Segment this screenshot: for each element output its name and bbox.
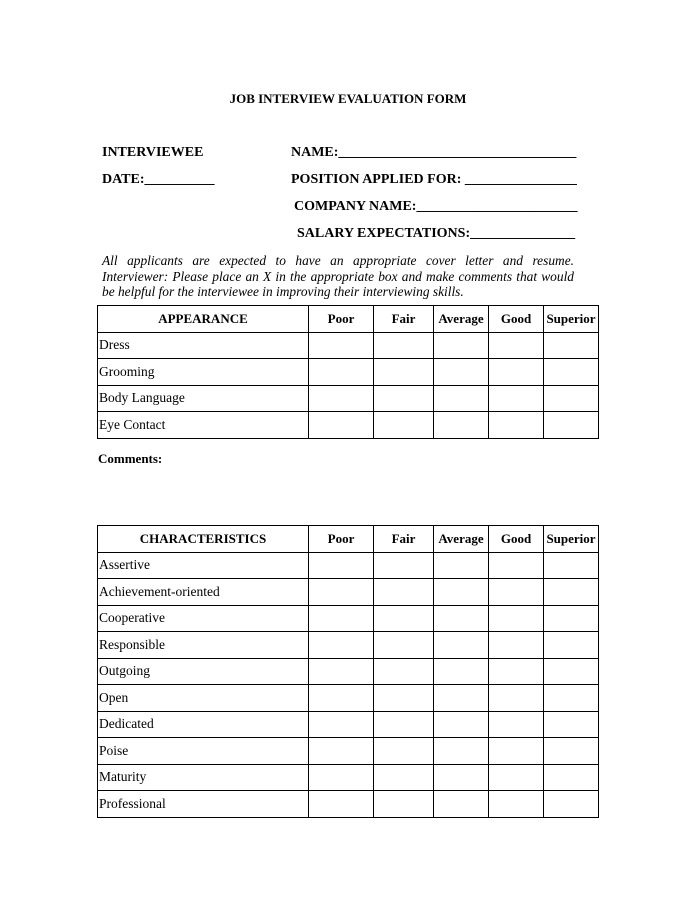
- table-row: [98, 412, 599, 439]
- rating-checkbox-cell[interactable]: [434, 738, 489, 765]
- rating-checkbox-cell[interactable]: [434, 385, 489, 412]
- instructions-text: All applicants are expected to have an appropriate cover letter and resume. Interviewer: Please place an X in the appropriate box and make comments that would be helpful for the interviewee in improving their interviewing skills.: [102, 253, 574, 300]
- rating-checkbox-cell[interactable]: [544, 552, 599, 579]
- name-field[interactable]: NAME:__________________________________: [291, 145, 577, 160]
- rating-checkbox-cell[interactable]: [374, 685, 434, 712]
- rating-column-header: Average: [434, 526, 489, 553]
- rating-column-header: Average: [434, 306, 489, 333]
- criterion-label: Body Language: [98, 385, 309, 412]
- rating-checkbox-cell[interactable]: [309, 385, 374, 412]
- rating-checkbox-cell[interactable]: [374, 412, 434, 439]
- table-row: [98, 711, 599, 738]
- rating-checkbox-cell[interactable]: [544, 632, 599, 659]
- rating-checkbox-cell[interactable]: [544, 385, 599, 412]
- criterion-label: Achievement-oriented: [98, 579, 309, 606]
- rating-checkbox-cell[interactable]: [374, 605, 434, 632]
- rating-checkbox-cell[interactable]: [544, 791, 599, 818]
- rating-checkbox-cell[interactable]: [374, 579, 434, 606]
- rating-column-header: Superior: [544, 526, 599, 553]
- rating-checkbox-cell[interactable]: [309, 711, 374, 738]
- rating-checkbox-cell[interactable]: [309, 632, 374, 659]
- rating-checkbox-cell[interactable]: [434, 579, 489, 606]
- rating-checkbox-cell[interactable]: [309, 791, 374, 818]
- table-row: [98, 552, 599, 579]
- rating-checkbox-cell[interactable]: [544, 711, 599, 738]
- table-row: [98, 579, 599, 606]
- rating-checkbox-cell[interactable]: [489, 385, 544, 412]
- criterion-label: Professional: [98, 791, 309, 818]
- rating-checkbox-cell[interactable]: [434, 332, 489, 359]
- rating-checkbox-cell[interactable]: [309, 412, 374, 439]
- rating-checkbox-cell[interactable]: [489, 791, 544, 818]
- rating-column-header: Good: [489, 526, 544, 553]
- rating-checkbox-cell[interactable]: [309, 552, 374, 579]
- rating-checkbox-cell[interactable]: [374, 332, 434, 359]
- criterion-label: Open: [98, 685, 309, 712]
- rating-checkbox-cell[interactable]: [374, 385, 434, 412]
- rating-column-header: Fair: [374, 526, 434, 553]
- table-row: [98, 359, 599, 386]
- appearance-table: [97, 305, 599, 439]
- rating-checkbox-cell[interactable]: [434, 764, 489, 791]
- table-row: [98, 332, 599, 359]
- rating-column-header: Poor: [309, 526, 374, 553]
- rating-checkbox-cell[interactable]: [544, 738, 599, 765]
- appearance-header-row: [98, 306, 599, 333]
- table-row: [98, 605, 599, 632]
- rating-checkbox-cell[interactable]: [374, 658, 434, 685]
- rating-checkbox-cell[interactable]: [374, 552, 434, 579]
- rating-checkbox-cell[interactable]: [434, 632, 489, 659]
- rating-checkbox-cell[interactable]: [489, 359, 544, 386]
- rating-column-header: Superior: [544, 306, 599, 333]
- table-row: [98, 764, 599, 791]
- rating-checkbox-cell[interactable]: [374, 632, 434, 659]
- form-title: JOB INTERVIEW EVALUATION FORM: [229, 91, 467, 106]
- rating-column-header: Poor: [309, 306, 374, 333]
- table-row: [98, 632, 599, 659]
- table-row: [98, 385, 599, 412]
- comments-label: Comments:: [98, 451, 163, 466]
- rating-checkbox-cell[interactable]: [489, 605, 544, 632]
- criterion-label: Poise: [98, 738, 309, 765]
- rating-checkbox-cell[interactable]: [434, 711, 489, 738]
- table-row: [98, 685, 599, 712]
- rating-checkbox-cell[interactable]: [489, 412, 544, 439]
- characteristics-header: CHARACTERISTICS: [98, 526, 309, 553]
- criterion-label: Grooming: [98, 359, 309, 386]
- rating-checkbox-cell[interactable]: [309, 685, 374, 712]
- criterion-label: Outgoing: [98, 658, 309, 685]
- position-field[interactable]: POSITION APPLIED FOR: ________________: [291, 172, 577, 187]
- characteristics-table: [97, 525, 599, 818]
- rating-checkbox-cell[interactable]: [489, 764, 544, 791]
- rating-checkbox-cell[interactable]: [434, 791, 489, 818]
- rating-checkbox-cell[interactable]: [434, 605, 489, 632]
- rating-checkbox-cell[interactable]: [489, 552, 544, 579]
- rating-checkbox-cell[interactable]: [489, 579, 544, 606]
- rating-checkbox-cell[interactable]: [434, 359, 489, 386]
- rating-checkbox-cell[interactable]: [309, 332, 374, 359]
- rating-checkbox-cell[interactable]: [489, 632, 544, 659]
- rating-checkbox-cell[interactable]: [544, 605, 599, 632]
- rating-checkbox-cell[interactable]: [374, 359, 434, 386]
- rating-checkbox-cell[interactable]: [434, 685, 489, 712]
- rating-checkbox-cell[interactable]: [544, 359, 599, 386]
- rating-checkbox-cell[interactable]: [544, 332, 599, 359]
- rating-checkbox-cell[interactable]: [309, 658, 374, 685]
- rating-checkbox-cell[interactable]: [544, 658, 599, 685]
- criterion-label: Responsible: [98, 632, 309, 659]
- characteristics-header-row: [98, 526, 599, 553]
- rating-checkbox-cell[interactable]: [374, 738, 434, 765]
- criterion-label: Cooperative: [98, 605, 309, 632]
- table-row: [98, 791, 599, 818]
- criterion-label: Eye Contact: [98, 412, 309, 439]
- rating-checkbox-cell[interactable]: [374, 764, 434, 791]
- rating-checkbox-cell[interactable]: [489, 658, 544, 685]
- criterion-label: Dedicated: [98, 711, 309, 738]
- rating-column-header: Fair: [374, 306, 434, 333]
- company-name-field[interactable]: COMPANY NAME:_______________________: [294, 199, 578, 214]
- salary-expectations-field[interactable]: SALARY EXPECTATIONS:_______________: [297, 226, 576, 241]
- rating-checkbox-cell[interactable]: [374, 711, 434, 738]
- date-field[interactable]: DATE:__________: [102, 172, 215, 187]
- rating-checkbox-cell[interactable]: [309, 359, 374, 386]
- criterion-label: Dress: [98, 332, 309, 359]
- rating-checkbox-cell[interactable]: [309, 605, 374, 632]
- rating-checkbox-cell[interactable]: [544, 579, 599, 606]
- rating-checkbox-cell[interactable]: [489, 738, 544, 765]
- rating-checkbox-cell[interactable]: [544, 412, 599, 439]
- rating-checkbox-cell[interactable]: [544, 764, 599, 791]
- rating-checkbox-cell[interactable]: [374, 791, 434, 818]
- rating-checkbox-cell[interactable]: [309, 738, 374, 765]
- criterion-label: Maturity: [98, 764, 309, 791]
- rating-checkbox-cell[interactable]: [309, 764, 374, 791]
- rating-checkbox-cell[interactable]: [489, 332, 544, 359]
- table-row: [98, 658, 599, 685]
- rating-checkbox-cell[interactable]: [434, 412, 489, 439]
- interviewee-label: INTERVIEWEE: [102, 145, 204, 160]
- rating-column-header: Good: [489, 306, 544, 333]
- appearance-header: APPEARANCE: [98, 306, 309, 333]
- rating-checkbox-cell[interactable]: [434, 658, 489, 685]
- rating-checkbox-cell[interactable]: [489, 685, 544, 712]
- table-row: [98, 738, 599, 765]
- criterion-label: Assertive: [98, 552, 309, 579]
- rating-checkbox-cell[interactable]: [544, 685, 599, 712]
- rating-checkbox-cell[interactable]: [434, 552, 489, 579]
- rating-checkbox-cell[interactable]: [309, 579, 374, 606]
- rating-checkbox-cell[interactable]: [489, 711, 544, 738]
